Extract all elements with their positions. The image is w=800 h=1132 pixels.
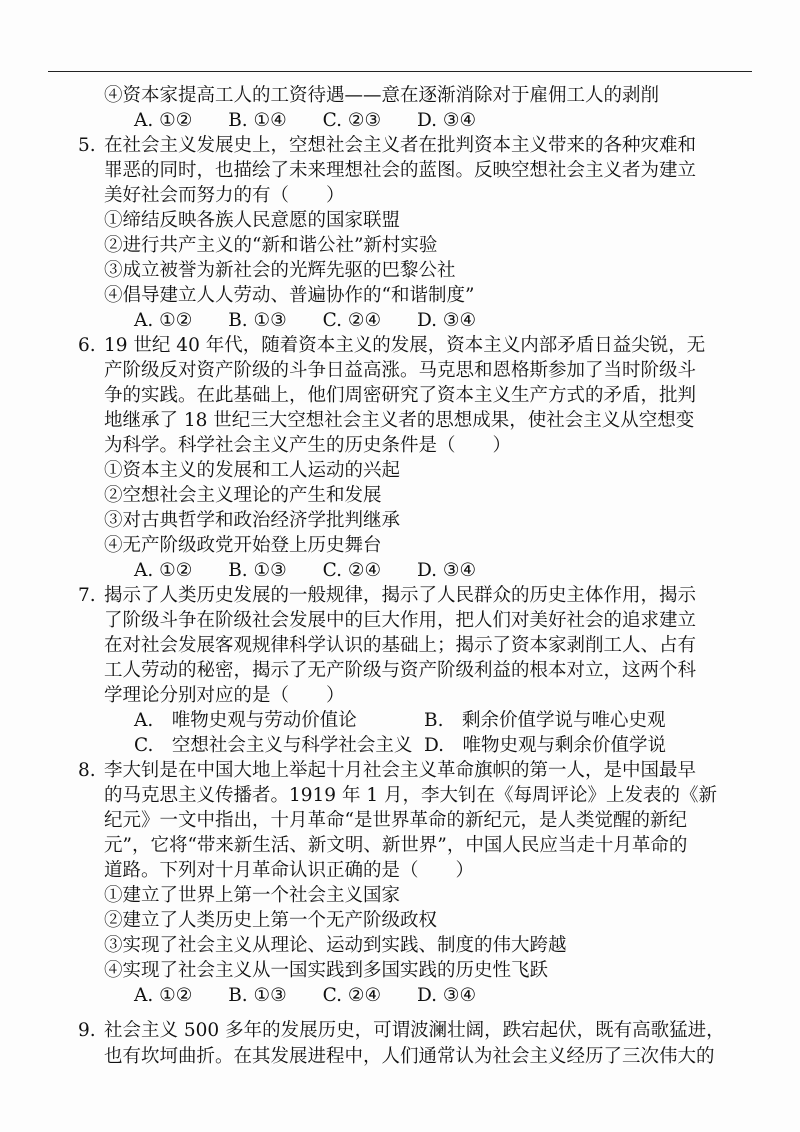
q8-option-4: ④实现了社会主义从一国实践到多国实践的历史性飞跃 — [104, 960, 549, 981]
q8-choice-b: B. ①③ — [228, 985, 287, 1006]
q5-choice-c: C. ②④ — [322, 310, 382, 331]
q9-stem-line-2: 也有坎坷曲折。在其发展进程中，人们通常认为社会主义经历了三次伟大的 — [104, 1046, 715, 1067]
q6-option-1: ①资本主义的发展和工人运动的兴起 — [104, 460, 401, 481]
q5-stem-line-1 — [78, 133, 723, 158]
q7-stem-text-1: 揭示了人类历史发展的一般规律，揭示了人民群众的历史主体作用，揭示 — [104, 585, 697, 606]
q4-choice-c: C. ②③ — [322, 110, 382, 131]
q7-choices-row-2 — [78, 733, 723, 758]
q8-choice-d: D. ③④ — [416, 985, 477, 1006]
q8-choice-a: A. ①② — [134, 985, 193, 1006]
question-5 — [78, 133, 723, 333]
q8-option-1: ①建立了世界上第一个社会主义国家 — [104, 885, 401, 906]
q8-option-3: ③实现了社会主义从理论、运动到实践、制度的伟大跨越 — [104, 935, 567, 956]
question-8 — [78, 758, 723, 1008]
q6-option-4: ④无产阶级政党开始登上历史舞台 — [104, 535, 382, 556]
q6-option-2: ②空想社会主义理论的产生和发展 — [104, 485, 382, 506]
q8-stem-line-4: 元”，它将“带来新生活、新文明、新世界”，中国人民应当走十月革命的 — [104, 835, 688, 856]
q5-option-4: ④倡导建立人人劳动、普遍协作的“和谐制度” — [104, 285, 475, 306]
q6-stem-line-3: 争的实践。在此基础上，他们周密研究了资本主义生产方式的矛盾，批判 — [104, 385, 697, 406]
q5-option-3: ③成立被誉为新社会的光辉先驱的巴黎公社 — [104, 260, 456, 281]
q7-choice-b: B. 剩余价值学说与唯心史观 — [424, 710, 666, 731]
q5-choice-b: B. ①③ — [228, 310, 287, 331]
q7-stem-line-3: 在对社会发展客观规律科学认识的基础上；揭示了资本家剥削工人、占有 — [104, 635, 697, 656]
q6-choices — [78, 558, 723, 583]
q5-choice-a: A. ①② — [134, 310, 193, 331]
q5-number: 5. — [78, 135, 96, 156]
q6-option-3: ③对古典哲学和政治经济学批判继承 — [104, 510, 401, 531]
q4-choice-d: D. ③④ — [416, 110, 477, 131]
q7-choice-c: C. 空想社会主义与科学社会主义 — [134, 735, 413, 756]
q8-stem-line-3: 纪元》一文中指出，十月革命“是世界革命的新纪元，是人类觉醒的新纪 — [104, 810, 687, 831]
q7-stem-line-1 — [78, 583, 723, 608]
q9-stem-line-1 — [78, 1018, 723, 1044]
q5-option-2: ②进行共产主义的“新和谐公社”新村实验 — [104, 235, 438, 256]
q6-number: 6. — [78, 335, 96, 356]
q6-stem-line-2: 产阶级反对资产阶级的斗争日益高涨。马克思和恩格斯参加了当时阶级斗 — [104, 360, 697, 381]
q6-choice-a: A. ①② — [134, 560, 193, 581]
q7-stem-line-2: 了阶级斗争在阶级社会发展中的巨大作用，把人们对美好社会的追求建立 — [104, 610, 697, 631]
q8-stem-line-1 — [78, 758, 723, 783]
q6-choice-c: C. ②④ — [322, 560, 382, 581]
q5-stem-text-1: 在社会主义发展史上，空想社会主义者在批判资本主义带来的各种灾难和 — [104, 135, 697, 156]
q8-stem-line-2: 的马克思主义传播者。1919 年 1 月，李大钊在《每周评论》上发表的《新 — [104, 785, 717, 806]
q8-choice-c: C. ②④ — [322, 985, 382, 1006]
q6-choice-b: B. ①③ — [228, 560, 287, 581]
question-7 — [78, 583, 723, 758]
q8-stem-line-5: 道路。下列对十月革命认识正确的是（ ） — [104, 860, 475, 881]
q7-stem-line-5: 学理论分别对应的是（ ） — [104, 685, 345, 706]
q6-choice-d: D. ③④ — [416, 560, 477, 581]
q8-stem-text-1: 李大钊是在中国大地上举起十月社会主义革命旗帜的第一人，是中国最早 — [104, 760, 697, 781]
question-9 — [78, 1018, 725, 1067]
q6-stem-line-1 — [78, 333, 723, 358]
q4-choice-b: B. ①④ — [228, 110, 287, 131]
question-6 — [78, 333, 723, 583]
q5-stem-line-3: 美好社会而努力的有（ ） — [104, 185, 345, 206]
q6-stem-line-5: 为科学。科学社会主义产生的历史条件是（ ） — [104, 435, 512, 456]
q5-choices — [78, 308, 723, 333]
q7-stem-line-4: 工人劳动的秘密，揭示了无产阶级与资产阶级利益的根本对立，这两个科 — [104, 660, 697, 681]
questions-area — [78, 83, 723, 1008]
q5-choice-d: D. ③④ — [416, 310, 477, 331]
q4-choices — [78, 108, 723, 133]
q4-choice-a: A. ①② — [134, 110, 193, 131]
top-rule — [48, 71, 752, 72]
q9-stem-text-1: 社会主义 500 多年的发展历史，可谓波澜壮阔，跌宕起伏，既有高歌猛进， — [104, 1020, 725, 1041]
q7-choice-d: D. 唯物史观与剩余价值学说 — [424, 735, 667, 756]
q5-stem-line-2: 罪恶的同时，也描绘了未来理想社会的蓝图。反映空想社会主义者为建立 — [104, 160, 697, 181]
q9-number: 9. — [78, 1020, 96, 1041]
q7-number: 7. — [78, 585, 96, 606]
q8-choices — [78, 983, 723, 1008]
q8-option-2: ②建立了人类历史上第一个无产阶级政权 — [104, 910, 438, 931]
q8-number: 8. — [78, 760, 96, 781]
q5-option-1: ①缔结反映各族人民意愿的国家联盟 — [104, 210, 401, 231]
q4-option-4: ④资本家提高工人的工资待遇——意在逐渐消除对于雇佣工人的剥削 — [104, 85, 660, 106]
q7-choices-row-1 — [78, 708, 723, 733]
q6-stem-text-1: 19 世纪 40 年代，随着资本主义的发展，资本主义内部矛盾日益尖锐，无 — [104, 335, 706, 356]
q6-stem-line-4: 地继承了 18 世纪三大空想社会主义者的思想成果，使社会主义从空想变 — [104, 410, 695, 431]
q7-choice-a: A. 唯物史观与劳动价值论 — [134, 710, 357, 731]
